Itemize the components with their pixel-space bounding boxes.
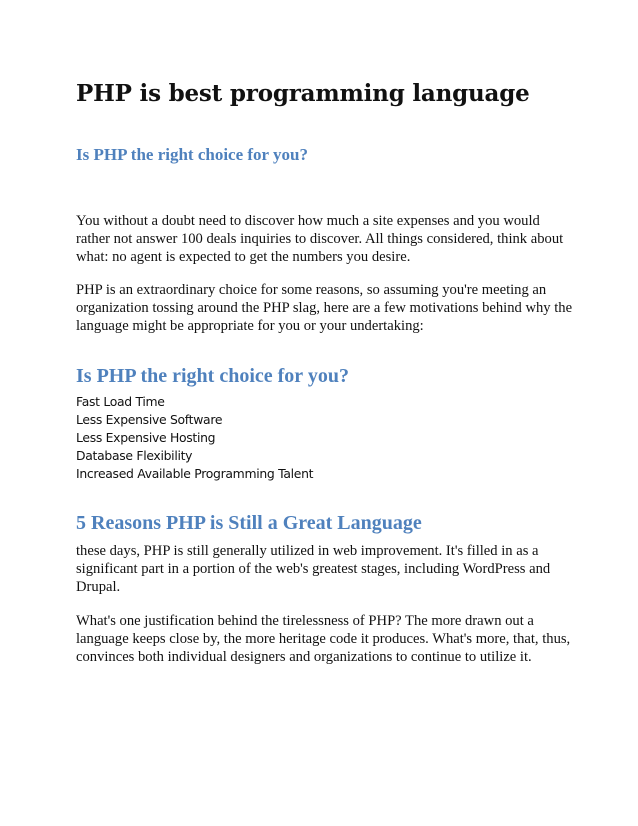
list-item: Database Flexibility xyxy=(76,448,193,463)
section1-paragraph-1: You without a doubt need to discover how much a site expenses and you would rather not answer 100 deals inquiries to discover. All things considered, think about what: no agent is expected to get the numbers you desire. xyxy=(76,213,564,265)
section3-paragraph-1: these days, PHP is still generally utilized in web improvement. It's filled in as a significant part in a portion of the web's greatest stages, including WordPress and Drupal. xyxy=(76,543,551,595)
reasons-list xyxy=(76,393,313,483)
list-item: Less Expensive Software xyxy=(76,412,223,427)
document-title: PHP is best programming language xyxy=(76,80,530,107)
section1-heading: Is PHP the right choice for you? xyxy=(76,145,308,164)
section3-paragraph-2: What's one justification behind the tirelessness of PHP? The more drawn out a language keeps close by, the more heritage code it produces. What's more, that, thus, convinces both individual designers and organizations to continue to utilize it. xyxy=(76,613,571,665)
list-item: Fast Load Time xyxy=(76,394,165,409)
section1-paragraph-2: PHP is an extraordinary choice for some reasons, so assuming you're meeting an organization tossing around the PHP slag, here are a few motivations behind why the language might be appropriate for you or your undertaking: xyxy=(76,282,573,334)
list-item: Less Expensive Hosting xyxy=(76,430,216,445)
section2-heading: Is PHP the right choice for you? xyxy=(76,365,349,387)
list-item: Increased Available Programming Talent xyxy=(76,466,314,481)
section3-heading: 5 Reasons PHP is Still a Great Language xyxy=(76,512,422,534)
